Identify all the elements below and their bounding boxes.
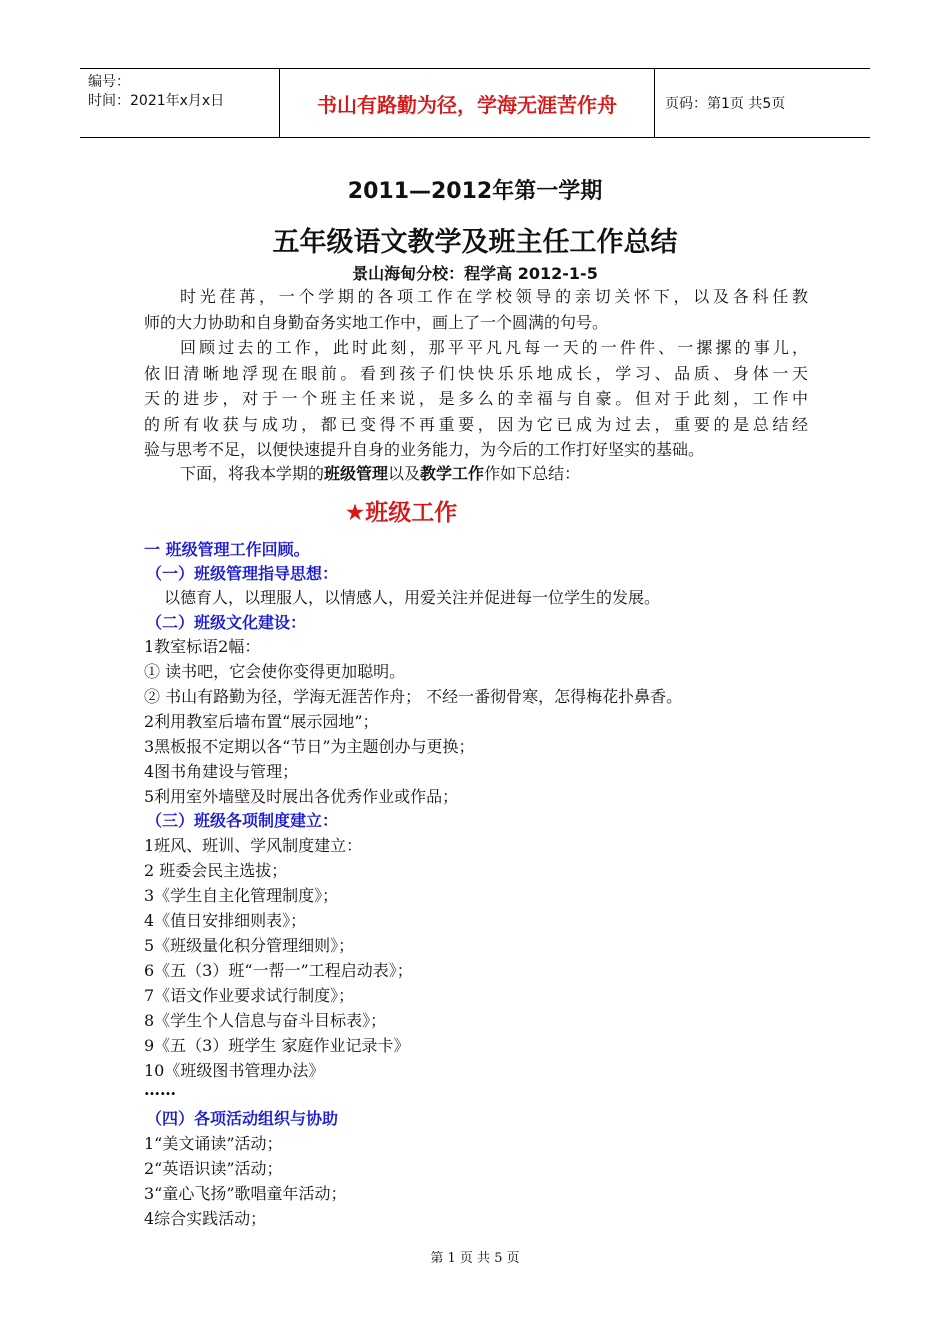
rules-item: 8《学生个人信息与奋斗目标表》； (144, 1011, 387, 1030)
intro-p3-line (144, 461, 808, 487)
subheading-activities: （四）各项活动组织与协助 (146, 1109, 339, 1128)
culture-item: ② 书山有路勤为径，学海无涯苦作舟； 不经一番彻骨寒，怎得梅花扑鼻香。 (144, 687, 683, 706)
header-meta (80, 69, 280, 137)
doc-author: 景山海甸分校：程学高 2012-1-5 (352, 264, 598, 283)
culture-item: 5利用室外墙壁及时展出各优秀作业或作品； (144, 787, 459, 806)
intro-p1-line: 师的大力协助和自身勤奋务实地工作中，画上了一个圆满的句号。 (144, 312, 609, 332)
intro-p2-line: 验与思考不足，以便快速提升自身的业务能力，为今后的工作打好坚实的基础。 (144, 440, 705, 459)
intro-p3-text: 以及 (388, 464, 421, 483)
intro-p2-line: 的所有收获与成功，都已变得不再重要，因为它已成为过去，重要的是总结经 (144, 414, 808, 434)
rules-item: 9《五（3）班学生 家庭作业记录卡》 (144, 1036, 410, 1055)
header-page-info: 页码：第1页 共5页 (665, 96, 786, 112)
rules-item: 3《学生自主化管理制度》； (144, 886, 339, 905)
culture-item: 4图书角建设与管理； (144, 762, 299, 781)
activity-item: 3“童心飞扬”歌唱童年活动； (144, 1184, 347, 1203)
rules-ellipsis: …… (144, 1080, 176, 1099)
intro-paragraph-3 (144, 461, 808, 487)
page-footer: 第 1 页 共 5 页 (430, 1251, 520, 1266)
intro-p3-text: 作如下总结： (484, 464, 581, 483)
rules-item: 5《班级量化积分管理细则》； (144, 936, 355, 955)
header-motto: 书山有路勤为径，学海无涯苦作舟 (280, 69, 655, 137)
intro-p1-line: 时光荏苒，一个学期的各项工作在学校领导的亲切关怀下，以及各科任教 (180, 287, 808, 306)
activity-item: 2“英语识读”活动； (144, 1159, 283, 1178)
activity-item: 1“美文诵读”活动； (144, 1134, 283, 1153)
heading-class-management-review: 一 班级管理工作回顾。 (144, 540, 310, 559)
doc-title: 五年级语文教学及班主任工作总结 (272, 227, 678, 258)
number-label: 编号： (88, 74, 130, 90)
rules-item: 1班风、班训、学风制度建立： (144, 836, 363, 855)
doc-term: 2011—2012年第一学期 (347, 179, 603, 204)
culture-item: 3黑板报不定期以各“节日”为主题创办与更换； (144, 737, 475, 756)
intro-p3-text: 下面，将我本学期的 (180, 464, 325, 483)
rules-item: 7《语文作业要求试行制度》； (144, 986, 355, 1005)
subheading-class-culture: （二）班级文化建设： (146, 613, 307, 632)
section-title-class-work: ★班级工作 (344, 500, 458, 526)
culture-item: 2利用教室后墙布置“展示园地”； (144, 712, 379, 731)
rules-item: 4《值日安排细则表》； (144, 911, 307, 930)
guiding-idea-text: 以德育人，以理服人，以情感人，用爱关注并促进每一位学生的发展。 (164, 588, 661, 607)
subheading-class-rules: （三）班级各项制度建立： (146, 811, 339, 830)
culture-item: ① 读书吧，它会使你变得更加聪明。 (144, 662, 406, 681)
intro-p3-bold-class: 班级管理 (324, 464, 389, 483)
intro-p2-line: 天的进步，对于一个班主任来说，是多么的幸福与自豪。但对于此刻，工作中 (144, 389, 808, 408)
activity-item: 4综合实践活动； (144, 1209, 267, 1228)
date-label: 时间：2021年x月x日 (88, 93, 225, 109)
intro-p2-line: 回顾过去的工作，此时此刻，那平平凡凡每一天的一件件、一摞摞的事儿， (180, 338, 808, 357)
intro-paragraph-2 (144, 335, 808, 463)
intro-paragraph-1 (144, 284, 808, 335)
header-table (80, 68, 870, 138)
subheading-guiding-idea: （一）班级管理指导思想： (146, 564, 339, 583)
rules-item: 10《班级图书管理办法》 (144, 1061, 325, 1080)
culture-item: 1教室标语2幅： (144, 637, 261, 656)
intro-p3-bold-teaching: 教学工作 (420, 464, 485, 483)
rules-item: 2 班委会民主选拔； (144, 861, 288, 880)
intro-p2-line: 依旧清晰地浮现在眼前。看到孩子们快快乐乐地成长，学习、品质、身体一天 (144, 363, 808, 383)
rules-item: 6《五（3）班“一帮一”工程启动表》； (144, 961, 413, 980)
